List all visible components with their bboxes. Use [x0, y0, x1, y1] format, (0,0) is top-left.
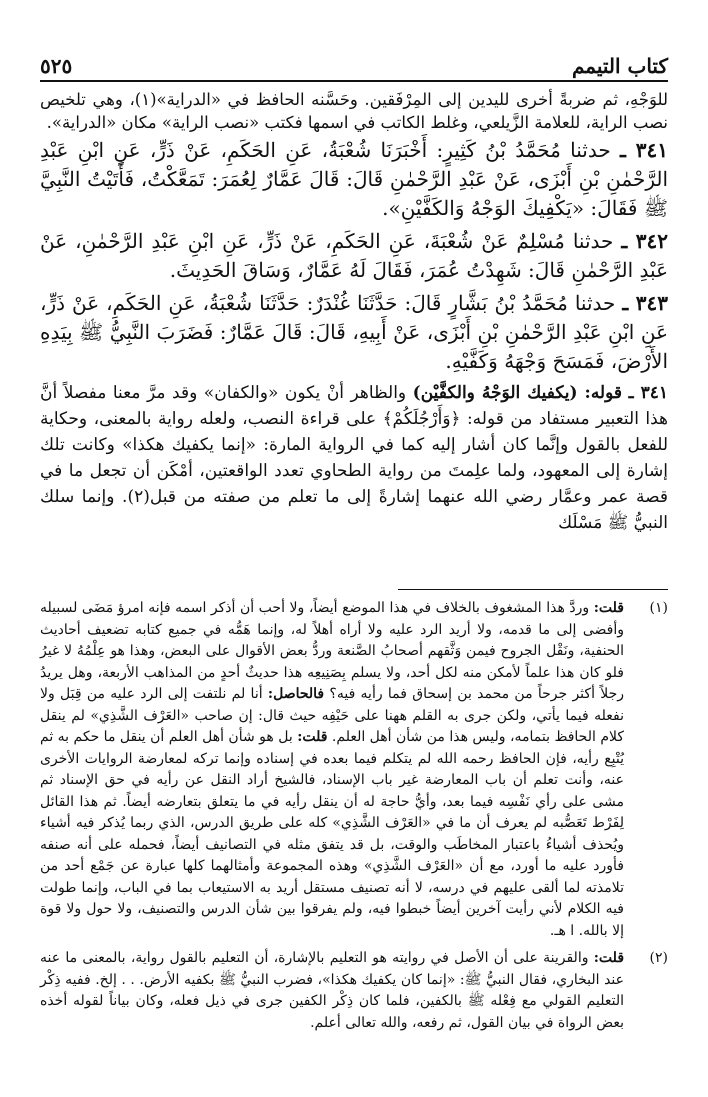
hadith-text: حدثنا مُحَمَّدُ بْنُ كَثِيرٍ: أَخْبَرَنَا شُعْبَةُ، عَنِ الحَكَمِ، عَنْ ذَرٍّ، عَنِ ابْنِ عَبْدِ الرَّحْمٰنِ بْنِ أَبْزَى، عَنْ عَبْدِ الرَّحْمٰنِ قَالَ: قَالَ عَمَّارٌ لِعُمَرَ: تَمَعَّكْتُ، فَأَتَيْتُ النَّبِيَّ ﷺ فَقَالَ: «يَكْفِيكَ الوَجْهُ وَالكَفَّيْنِ».: [40, 138, 668, 220]
footnote-body: وردَّ هذا المشغوف بالخلاف في هذا الموضع أيضاً، ولا أحب أن أذكر اسمه فإنه امرؤ مَضَى لسبيله وأفضى إلى ما قدمه، ولا أريد الرد عليه ولا أراه أهلاً له، وإنما هَمُّه في جميع كتابه تضعيف أحاديث الحنفية، ونَقْل الجروح فيمن وَثَّقهم أصحابُ الصَّنعة وردُّ بعض الأقوال على البعض، وهذا هو عِلْمُهُ لا غيرُ فلو كان هذا علماً لأمكن منه لكل أحد، ولا يسلم بِصَنِيعِه هذا حديثٌ أحدٍ من المذاهب الأربعة، وهل يريدُ رجلاً أكثر جرحاً من محمد بن إسحاق فما رأيه فيه؟: [40, 600, 625, 702]
footnote-divider: [398, 589, 668, 590]
page-header: [40, 48, 668, 82]
commentary-number: ٣٤١ ـ: [628, 383, 668, 403]
hadith-342: [40, 227, 668, 285]
footnote-2: [40, 948, 668, 1034]
hadith-text: حدثنا مُحَمَّدُ بْنُ بَشَّارٍ قَالَ: حَدَّثَنَا غُنْدَرٌ: حَدَّثَنَا شُعْبَةُ، عَنِ الحَكَمِ، عَنْ ذَرٍّ، عَنِ ابْنِ عَبْدِ الرَّحْمٰنِ بْنِ أَبْزَى، عَنْ أَبِيهِ، قَالَ: قَالَ عَمَّارٌ: فَضَرَبَ النَّبِيُّ ﷺ بِيَدِهِ الأَرْضَ، فَمَسَحَ وَجْهَهُ وَكَفَّيْهِ.: [40, 291, 668, 373]
running-title: كتاب التيمم: [571, 54, 668, 78]
footnote-body: بل هو شأن أهل العلم أن ينقل ما حكم به ثم يُتْبِع رأيه، فإن الحافظ رحمه الله لم يتكلم فيما بعده في إسناده وإنما تركه لمعارضة الروايات الأخرى عنه، وأنت تعلم أن باب المعارضة غير باب الإسناد، فالشيخ أراد النقل عن رأيه في حق الإسناد ثم مشى على رأي نَفْسِه فيما بعد، وأيُّ حاجة له أن ينقل رأيه في ما يتعلق بتعارضه أيضاً. ثم هذا القائل لِفَرْط تَعَصُّبه لم يعرف أن ما في «العَرْف الشَّذِي» كله على طريق الدرس، الذي ربما يُذكر فيه أشياء ويُحذف أشياءُ باعتبار المخاطَب والوقت، بل قد يتفق مثله في التصانيف أيضاً، فحمله على أنه صنفه فأورد عليه ما أورد، مع أن «العَرْف الشَّذِي» وهذه المجموعة وأمثالهما كلها عبارة عن جَمْع أحد من تلامذته لما ألقى عليهم في درسه، لا أنه تصنيف مستقل أريد به الاستيعاب بما في الباب، وإنما طولت فيه الكلام لأني رأيت آخرين أيضاً خبطوا فيه، ولم يفرقوا بين شأن الدرس والتصنيف، ولا حول ولا قوة إلا بالله. ا هـ.: [40, 729, 624, 939]
hadith-341: [40, 136, 668, 223]
hadith-number: ٣٤٣ ـ: [622, 291, 669, 315]
footnote-label: قلت:: [593, 950, 625, 966]
hadith-number: ٣٤١ ـ: [620, 138, 669, 162]
commentary-paragraph: [40, 380, 668, 536]
hadith-text: حدثنا مُسْلِمٌ عَنْ شُعْبَةَ، عَنِ الحَكَمِ، عَنْ ذَرٍّ، عَنِ ابْنِ عَبْدِ الرَّحْمٰنِ، عَنْ عَبْدِ الرَّحْمٰنِ قَالَ: شَهِدْتُ عُمَرَ، فَقَالَ لَهُ عَمَّارٌ، وَسَاقَ الحَدِيثَ.: [40, 229, 668, 282]
hadith-343: [40, 289, 668, 376]
footnote-body: أنا لم نلتفت إلى الرد عليه من قِبَل ولا نفعله فيما يأتي، ولكن جرى به القلم ههنا على حَيْفِه حيث قال: إن صاحب «العَرْف الشَّذِي» لم ينقل كلام الحافظ بتمامه، وليس هذا من شأن أهل العلم.: [40, 686, 625, 745]
commentary-text: والظاهر أنْ يكون «والكفان» وقد مرَّ معنا مفصلاً أنَّ هذا التعبير مستفاد من قوله: ﴿وَأَرْجُلَكُمْ﴾ على قراءة النصب، ولعله رواية بالمعنى، وحكاية للفعل بالقول وإنَّما كان أشار إليه كما في الرواية المارة: «إنما يكفيك هكذا» وكانت تلك إشارة إلى المعهود، ولما علِمتَ من رواية الطحاوي تعدد الواقعتين، أمْكَن أن تجعل ما في قصة عمر وعمَّار رضي الله عنهما إشارةً إلى ما تعلم من صفته من قبل(٢). وإنما سلك النبيُّ ﷺ مَسْلَك: [40, 383, 668, 533]
footnote-number: (١): [649, 600, 668, 616]
intro-paragraph: للوَجْهِ، ثم ضربةً أخرى لليدين إلى المِرْفَقين. وحَسَّنه الحافظ في «الدراية»(١)، وهي تلخيص نصب الراية، للعلامة الزَّيلعي، وغلط الكاتب في اسمها فكتب «نصب الراية» مكان «الدراية».: [40, 90, 669, 132]
page-number: ٥٢٥: [40, 54, 73, 78]
footnote-body: والقرينة على أن الأصل في روايته هو التعليم بالإشارة، أن التعليم بالقول رواية، بالمعنى ما عنه عند البخاري، فقال النبيُّ ﷺ: «إنما كان يكفيك هكذا»، فضرب النبيُّ ﷺ بكفيه الأرض. . . إلخ. ففيه ذِكْر التعليم القولي مع فِعْله ﷺ بالكفين، فلما كان ذِكْر الكفين جرى في ذيل فعله، وكان بياناً لقوله أخذه بعض الرواة في بيان القول، ثم رفعه، والله تعالى أعلم.: [40, 950, 624, 1031]
footnotes: [40, 598, 668, 1040]
footnote-number: (٢): [649, 950, 668, 966]
commentary-lead: قوله: (يكفيك الوَجْهُ والكفَّيْن): [412, 383, 623, 403]
hadith-number: ٣٤٢ ـ: [621, 229, 668, 253]
footnote-label: قلت:: [297, 729, 328, 745]
footnote-label: قلت:: [593, 600, 624, 616]
footnote-1: [40, 598, 668, 942]
footnote-label: فالحاصل:: [267, 686, 325, 702]
main-text: [40, 88, 668, 536]
footnote-text: [40, 948, 624, 1034]
footnote-text: [40, 598, 624, 942]
